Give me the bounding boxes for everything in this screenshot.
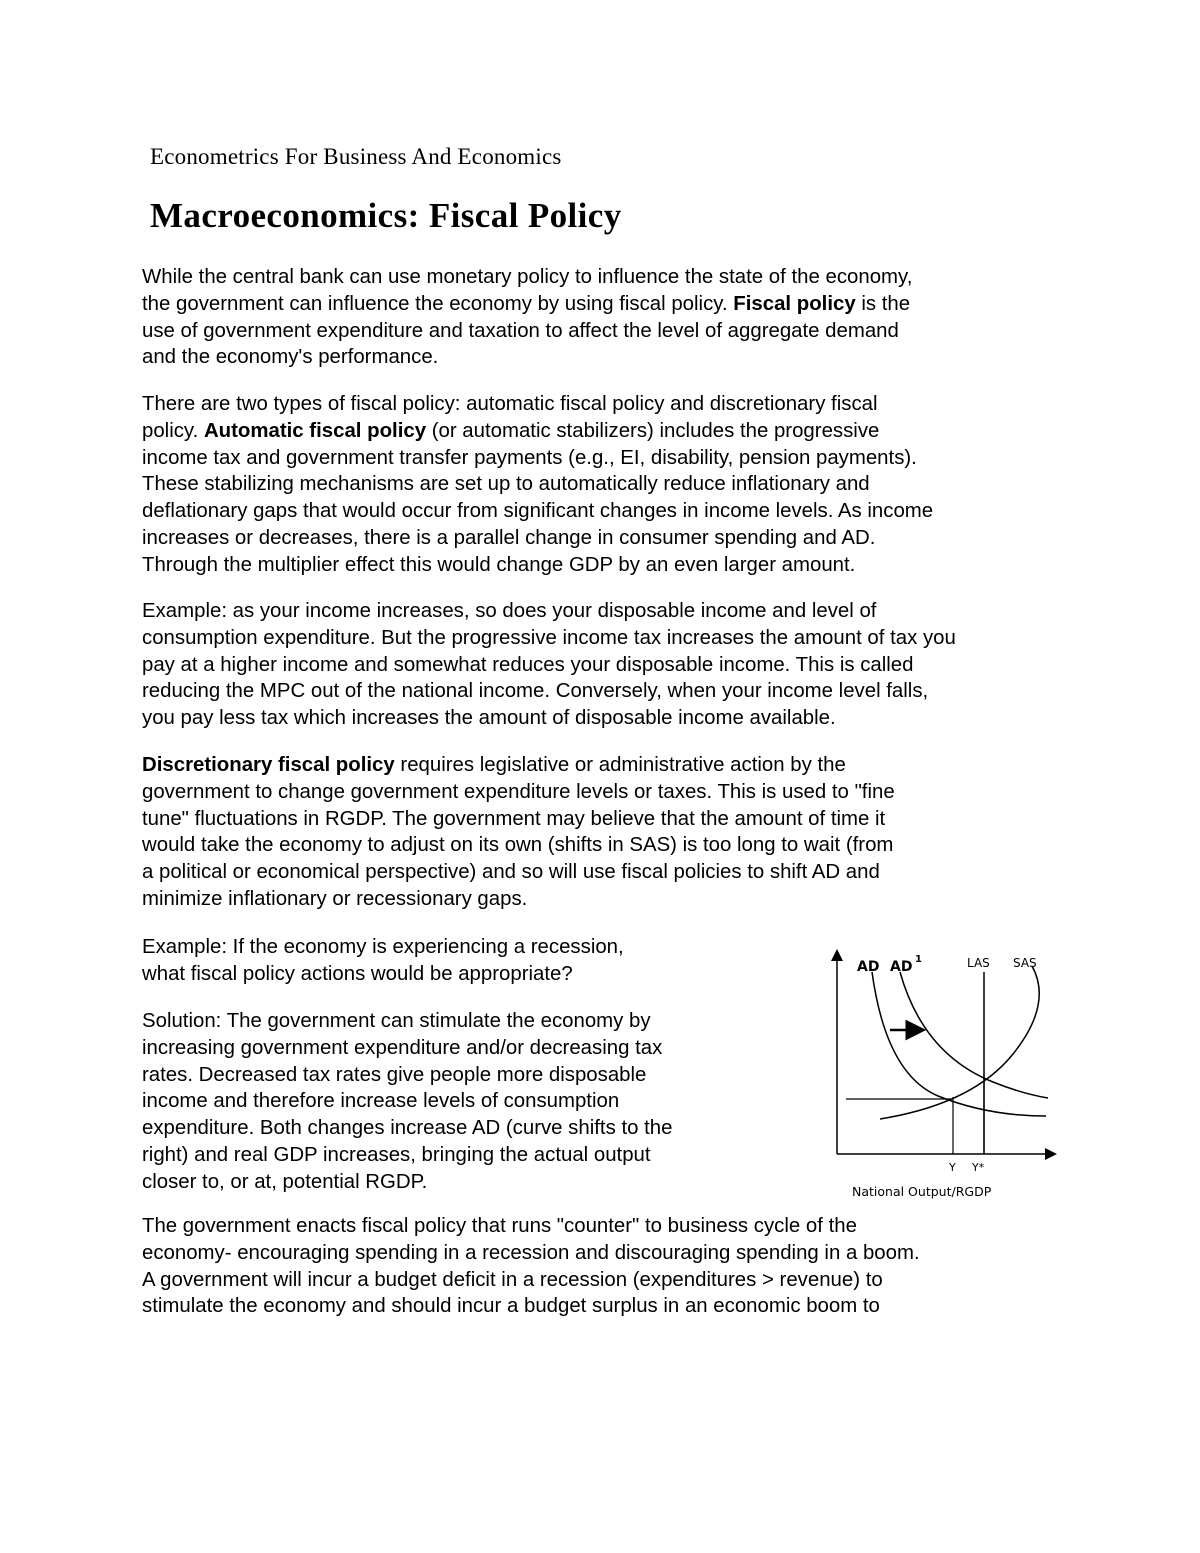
paragraph-solution: Solution: The government can stimulate the economy by increasing government expenditure and/or decreasing tax rates. Decreased tax rates give people more disposable income and therefore increase levels of consumption expenditure. Both changes increase AD (curve shifts to the right) and real GDP increases, bringing the actual output closer to, or at, potential RGDP. bbox=[142, 1010, 673, 1193]
paragraph-counter-cyclical: The government enacts fiscal policy that runs "counter" to business cycle of the economy- encouraging spending in a recession and discouraging spending in a boom. A government will incur a budget deficit in a recession (expenditures > revenue) to stimulate the economy and should incur a budget surplus in an economic boom to bbox=[142, 1215, 920, 1318]
ad-as-graph bbox=[818, 944, 1058, 1206]
paragraph-income-example: Example: as your income increases, so does your disposable income and level of consumption expenditure. But the progressive income tax increases the amount of tax you pay at a higher income and somewhat reduces your disposable income. This is called reducing the MPC out of the national income. Conversely, when your income level falls, you pay less tax which increases the amount of disposable income available. bbox=[142, 600, 956, 730]
label-ad1: AD bbox=[890, 959, 913, 975]
sas-curve bbox=[880, 966, 1039, 1119]
label-ad: AD bbox=[857, 959, 880, 975]
label-ad1-superscript: 1 bbox=[915, 954, 922, 965]
paragraph-discretionary-fiscal-policy: Discretionary fiscal policy requires legislative or administrative action by the government to change government expenditure levels or taxes. This is used to "fine tune" fluctuations in RGDP. The government may believe that the amount of time it would take the economy to adjust on its own (shifts in SAS) is too long to wait (from a political or economical perspective) and so will use fiscal policies to shift AD and minimize inflationary or recessionary gaps. bbox=[142, 754, 895, 910]
term-discretionary-fiscal-policy: Discretionary fiscal policy bbox=[142, 754, 395, 776]
term-automatic-fiscal-policy: Automatic fiscal policy bbox=[203, 419, 427, 442]
term-fiscal-policy: Fiscal policy bbox=[733, 292, 856, 315]
x-axis-title: National Output/RGDP bbox=[852, 1184, 992, 1199]
paragraph-automatic-fiscal-policy: There are two types of fiscal policy: automatic fiscal policy and discretionary fiscal policy. Automatic fiscal policy (or automatic stabilizers) includes the progressive income tax and government transfer payments (e.g., EI, disability, pension payments). These stabilizing mechanisms are set up to automatically reduce inflationary and deflationary gaps that would occur from significant changes in income levels. As income increases or decreases, there is a parallel change in consumer spending and AD. Through the multiplier effect this would change GDP by an even larger amount. bbox=[142, 393, 934, 576]
paragraph-fiscal-policy-definition: While the central bank can use monetary policy to influence the state of the economy, the government can influence the economy by using fiscal policy. Fiscal policy is the use of government expenditure and taxation to affect the level of aggregate demand and the economy's performance. bbox=[142, 266, 913, 369]
label-y-star: Y* bbox=[972, 1161, 985, 1174]
label-sas: SAS bbox=[1013, 956, 1037, 970]
page-title: Macroeconomics: Fiscal Policy bbox=[150, 196, 622, 235]
label-las: LAS bbox=[967, 956, 990, 970]
course-title: Econometrics For Business And Economics bbox=[150, 144, 562, 169]
paragraph-recession-example: Example: If the economy is experiencing a recession, what fiscal policy actions would be appropriate? bbox=[142, 936, 624, 985]
label-y: Y bbox=[949, 1161, 956, 1174]
